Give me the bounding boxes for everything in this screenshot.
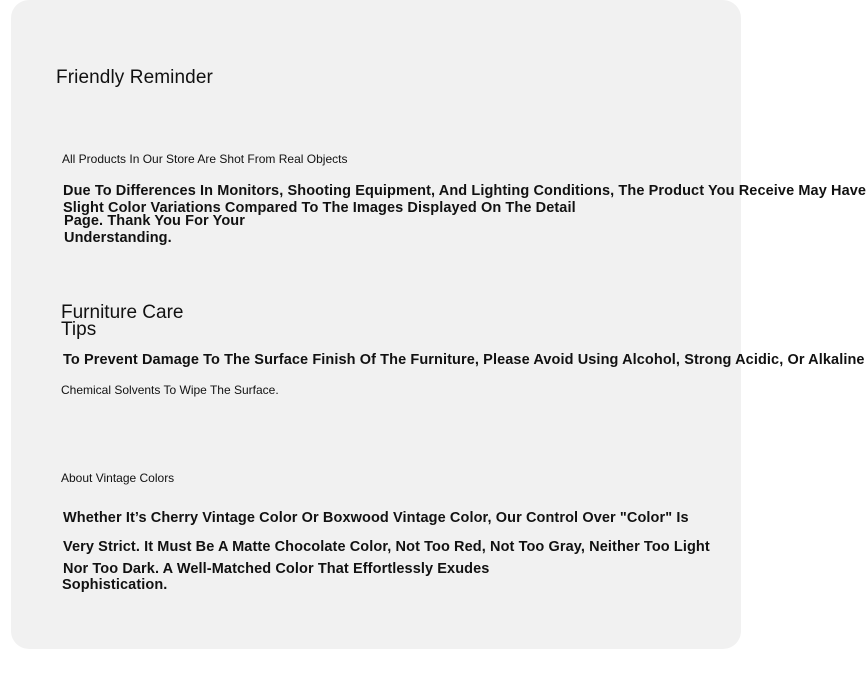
reminder-line-1: Due To Differences In Monitors, Shooting Equipment, And Lighting Conditions, The Product You Receive May Have xyxy=(63,183,866,199)
vintage-line-1: Whether It’s Cherry Vintage Color Or Boxwood Vintage Color, Our Control Over "Color" Is xyxy=(63,510,689,526)
friendly-reminder-title: Friendly Reminder xyxy=(56,67,213,88)
care-line-2: Chemical Solvents To Wipe The Surface. xyxy=(61,383,279,397)
reminder-line-3: Page. Thank You For Your xyxy=(64,213,245,229)
reminder-line-4: Understanding. xyxy=(64,230,172,246)
furniture-care-heading: Furniture Care Tips xyxy=(61,302,184,340)
reminder-line-2: Slight Color Variations Compared To The Images Displayed On The Detail xyxy=(63,200,576,216)
vintage-line-4: Sophistication. xyxy=(62,577,168,593)
real-objects-note: All Products In Our Store Are Shot From Real Objects xyxy=(62,152,348,166)
vintage-line-3: Nor Too Dark. A Well-Matched Color That Effortlessly Exudes xyxy=(63,561,490,577)
vintage-colors-heading: About Vintage Colors xyxy=(61,471,175,485)
vintage-line-2: Very Strict. It Must Be A Matte Chocolate Color, Not Too Red, Not Too Gray, Neither Too Light xyxy=(63,539,710,555)
info-card xyxy=(11,0,866,649)
care-line-1: To Prevent Damage To The Surface Finish Of The Furniture, Please Avoid Using Alcohol, Strong Acidic, Or Alkaline xyxy=(63,352,865,368)
